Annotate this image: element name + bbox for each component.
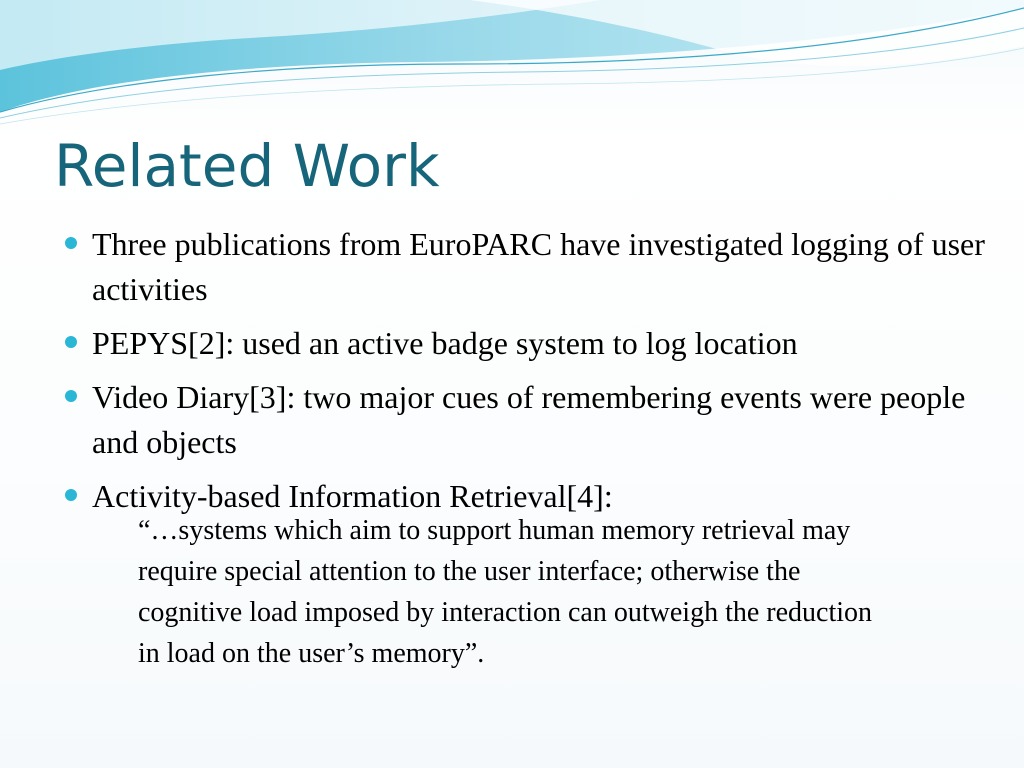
- bullet-text: Three publications from EuroPARC have investigated logging of user activities: [92, 226, 985, 307]
- quote-text: “…systems which aim to support human memory retrieval may require special attention to the user interface; otherwise the cognitive load imposed by interaction can outweigh the reduction in load on the user’s memory”.: [138, 515, 873, 669]
- header-wave-decoration: [0, 0, 1024, 130]
- bullet-item: [60, 222, 990, 312]
- bullet-item: [60, 375, 990, 465]
- bullet-list: [60, 222, 990, 528]
- bullet-text: Activity-based Information Retrieval[4]:: [92, 478, 613, 514]
- bullet-dot-icon: [65, 489, 77, 501]
- bullet-text: PEPYS[2]: used an active badge system to log location: [92, 325, 798, 361]
- bullet-item: [60, 321, 990, 366]
- slide-title: Related Work: [54, 132, 440, 200]
- bullet-text: Video Diary[3]: two major cues of remembering events were people and objects: [92, 379, 966, 460]
- bullet-dot-icon: [65, 237, 77, 249]
- bullet-dot-icon: [65, 390, 77, 402]
- bullet-dot-icon: [65, 336, 77, 348]
